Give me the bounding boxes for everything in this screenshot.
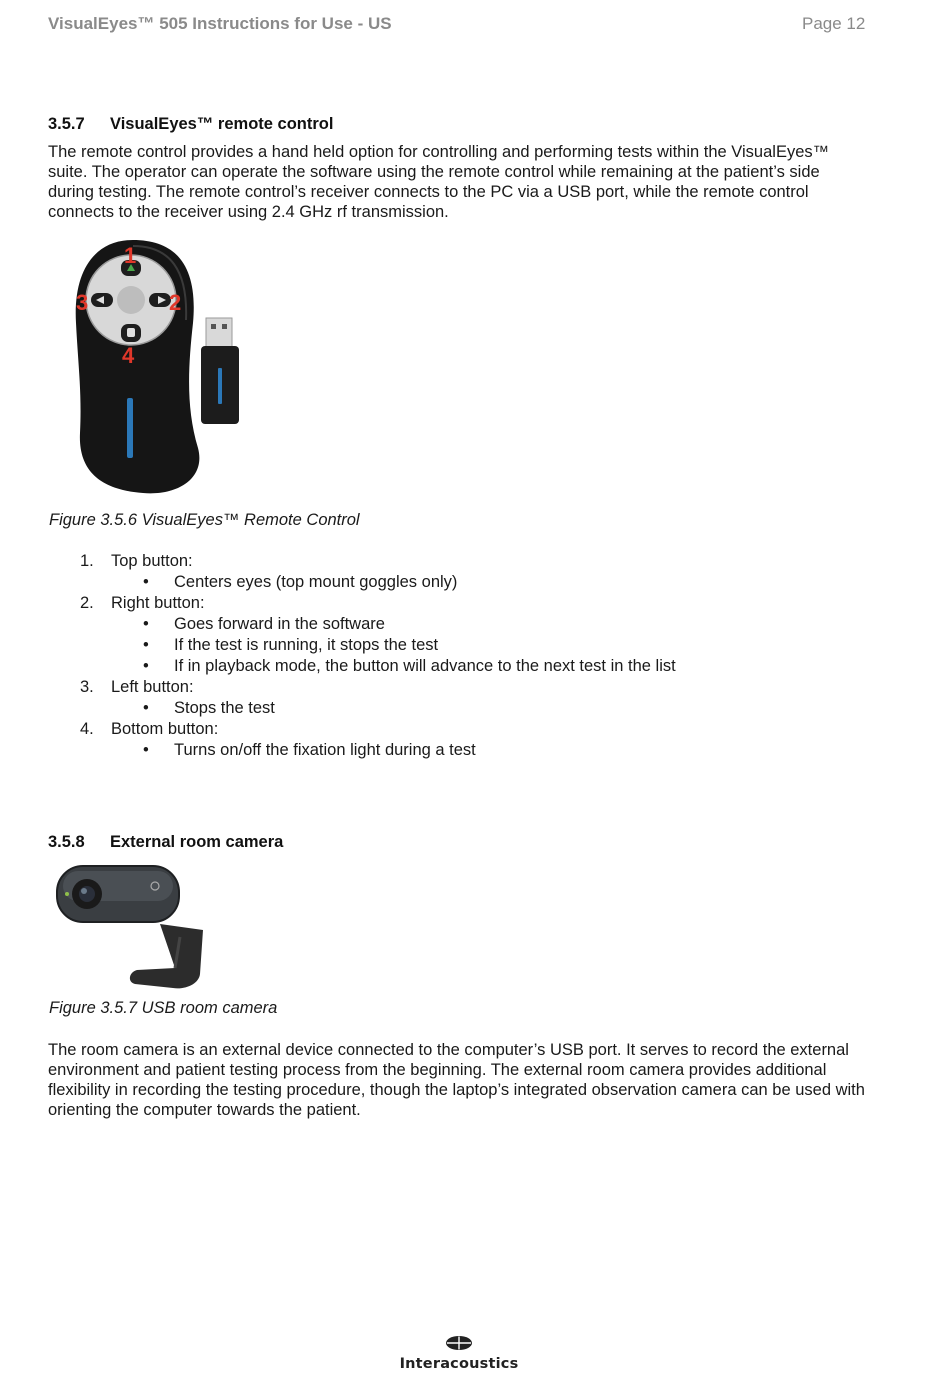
bullet-item: • Stops the test	[143, 699, 275, 717]
list-item	[80, 593, 676, 677]
item-label: Left button:	[111, 678, 194, 696]
section-number: 3.5.8	[48, 833, 85, 851]
list-item	[80, 719, 676, 761]
section-number: 3.5.7	[48, 115, 85, 133]
section-heading-358	[48, 833, 283, 852]
list-item	[80, 677, 676, 719]
section-title: VisualEyes™ remote control	[110, 115, 334, 133]
item-number: 2.	[80, 594, 94, 612]
item-number: 1.	[80, 552, 94, 570]
figure-caption-remote: Figure 3.5.6 VisualEyes™ Remote Control	[49, 511, 360, 529]
interacoustics-logo	[396, 1335, 522, 1372]
interacoustics-globe-icon	[444, 1335, 474, 1351]
callout-4: 4	[122, 343, 135, 368]
room-camera-figure	[55, 862, 210, 994]
remote-button-list	[80, 551, 676, 761]
logo-wordmark: Interacoustics	[399, 1356, 519, 1372]
bullet-item: • If in playback mode, the button will advance to the next test in the list	[143, 657, 676, 675]
remote-control-figure	[48, 228, 273, 498]
callout-3: 3	[76, 290, 89, 315]
item-label: Right button:	[111, 594, 205, 612]
item-number: 4.	[80, 720, 94, 738]
bullet-item: • If the test is running, it stops the test	[143, 636, 439, 654]
callout-1: 1	[124, 243, 137, 268]
list-item	[80, 551, 676, 593]
figure-caption-camera: Figure 3.5.7 USB room camera	[49, 999, 278, 1017]
bullet-item: • Turns on/off the fixation light during a test	[143, 741, 476, 759]
bullet-item: • Goes forward in the software	[143, 615, 385, 633]
item-label: Top button:	[111, 552, 193, 570]
document-header-title: VisualEyes™ 505 Instructions for Use - US	[48, 14, 392, 33]
remote-control-paragraph: The remote control provides a hand held option for controlling and performing tests within the VisualEyes™ suite. The operator can operate the software using the remote control while remaining at the patient’s side during testing. The remote control’s receiver connects to the PC via a USB port, while the remote control connects to the receiver using 2.4 GHz rf transmission.	[48, 143, 830, 221]
item-label: Bottom button:	[111, 720, 219, 738]
section-heading-357	[48, 115, 333, 134]
bullet-item: • Centers eyes (top mount goggles only)	[143, 573, 458, 591]
section-title: External room camera	[110, 833, 284, 851]
page-number: Page 12	[802, 14, 866, 33]
callout-2: 2	[169, 290, 182, 315]
item-number: 3.	[80, 678, 94, 696]
room-camera-paragraph: The room camera is an external device connected to the computer’s USB port. It serves to record the external environment and patient testing process from the beginning. The external room camera provides additional flexibility in recording the testing procedure, though the laptop’s integrated observation camera can be used with orienting the computer towards the patient.	[48, 1041, 865, 1119]
